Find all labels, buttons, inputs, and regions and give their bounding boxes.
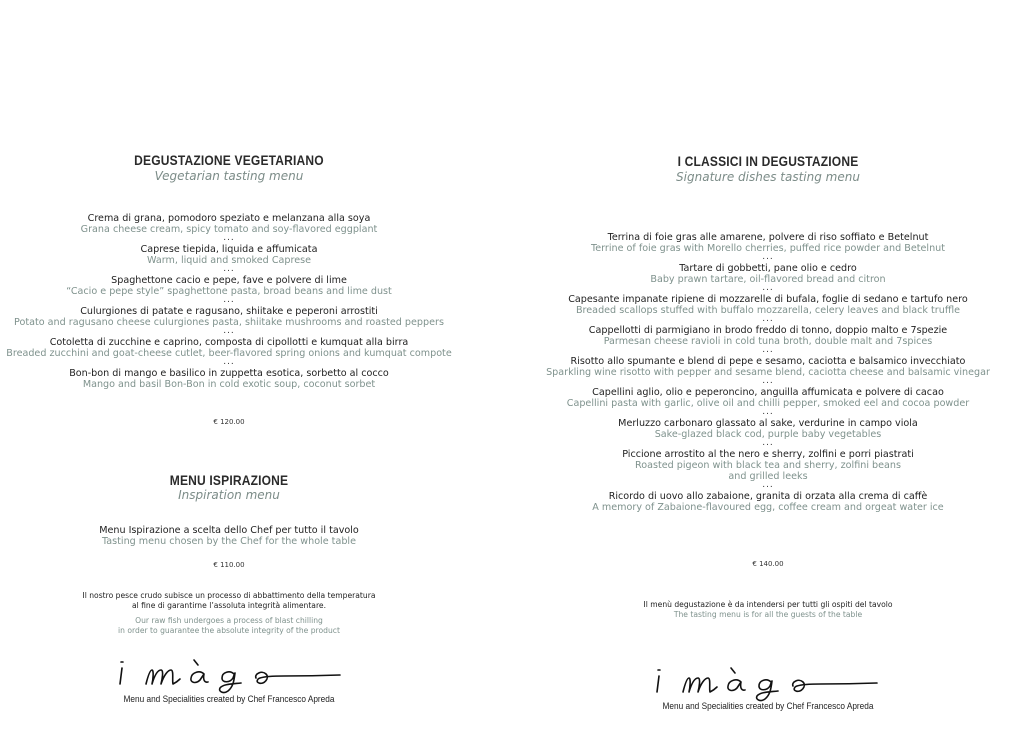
imago-logo xyxy=(653,662,879,702)
menu-item-english: Baby prawn tartare, oil-flavored bread and citron xyxy=(650,274,886,285)
menu-item-italian: Cappellotti di parmigiano in brodo freddo di tonno, doppio malto e 7spezie xyxy=(588,325,948,336)
note-english-line: Our raw fish undergoes a process of blast chilling xyxy=(135,616,323,626)
separator-dots: ... xyxy=(762,407,774,417)
menu-item xyxy=(512,294,1024,325)
separator-dots: ... xyxy=(762,314,774,324)
menu-item-english: Breaded scallops stuffed with buffalo mozzarella, celery leaves and black truffle xyxy=(575,305,961,316)
note-italian-line: al fine di garantirne l’assoluta integrità alimentare. xyxy=(131,600,327,610)
inspiration-menu-item xyxy=(0,525,458,547)
menu-item xyxy=(512,325,1024,356)
menu-item-italian: Risotto allo spumante e blend di pepe e sesamo, caciotta e balsamico invecchiato xyxy=(570,356,966,367)
menu-item xyxy=(0,368,458,390)
classics-menu-subtitle: Signature dishes tasting menu xyxy=(676,170,860,184)
note-italian-line: Il nostro pesce crudo subisce un processo di abbattimento della temperatura xyxy=(82,591,376,600)
chef-credit: Menu and Specialities created by Chef Francesco Apreda xyxy=(123,694,335,704)
classics-menu-price: € 140.00 xyxy=(752,560,784,568)
menu-item-english: Breaded zucchini and goat-cheese cutlet, beer-flavored spring onions and kumquat compote xyxy=(6,348,452,359)
menu-item-english: and grilled leeks xyxy=(728,471,808,482)
vegetarian-menu-title: DEGUSTAZIONE VEGETARIANO xyxy=(134,152,324,168)
right-menu-page xyxy=(512,0,1024,733)
classics-menu-title: I CLASSICI IN DEGUSTAZIONE xyxy=(677,153,859,169)
menu-item xyxy=(512,263,1024,294)
note-english-line: in order to guarantee the absolute integrity of the product xyxy=(118,625,340,635)
menu-item-english: Warm, liquid and smoked Caprese xyxy=(146,255,312,266)
menu-item-english: Sake-glazed black cod, purple baby vegetables xyxy=(654,429,882,440)
menu-item-italian: Caprese tiepida, liquida e affumicata xyxy=(140,244,318,255)
separator-dots: ... xyxy=(762,252,774,262)
separator-dots: ... xyxy=(762,376,774,386)
menu-item-italian: Terrina di foie gras alle amarene, polvere di riso soffiato e Betelnut xyxy=(607,232,929,243)
note-english-line: The tasting menu is for all the guests of the table xyxy=(673,609,863,619)
menu-item-english: Roasted pigeon with black tea and sherry, zolfini beans xyxy=(635,460,901,471)
inspiration-menu-subtitle: Inspiration menu xyxy=(178,488,280,502)
menu-item xyxy=(512,232,1024,263)
separator-dots: ... xyxy=(762,438,774,448)
tasting-menu-note xyxy=(512,600,1024,619)
raw-fish-note xyxy=(0,591,458,635)
menu-item-english: Tasting menu chosen by the Chef for the whole table xyxy=(102,536,356,547)
menu-item-italian: Merluzzo carbonaro glassato al sake, verdurine in campo viola xyxy=(618,418,918,429)
separator-dots: ... xyxy=(762,480,774,490)
menu-item xyxy=(0,275,458,306)
menu-item-italian: Bon-bon di mango e basilico in zuppetta esotica, sorbetto al cocco xyxy=(69,368,389,379)
separator-dots: ... xyxy=(223,295,235,305)
menu-item-english: A memory of Zabaione-flavoured egg, coffee cream and orgeat water ice xyxy=(592,502,944,513)
separator-dots: ... xyxy=(223,264,235,274)
menu-item-italian: Crema di grana, pomodoro speziato e melanzana alla soya xyxy=(87,213,371,224)
inspiration-menu-price: € 110.00 xyxy=(213,561,245,569)
menu-item-italian: Spaghettone cacio e pepe, fave e polvere di lime xyxy=(111,275,347,286)
vegetarian-menu-price: € 120.00 xyxy=(213,418,245,426)
separator-dots: ... xyxy=(762,283,774,293)
menu-item-italian: Piccione arrostito al the nero e sherry, zolfini e porri piastrati xyxy=(622,449,914,460)
menu-item-english: Grana cheese cream, spicy tomato and soy-flavored eggplant xyxy=(80,224,378,235)
menu-item xyxy=(0,213,458,244)
separator-dots: ... xyxy=(223,233,235,243)
menu-item xyxy=(0,306,458,337)
menu-item-italian: Capellini aglio, olio e peperoncino, anguilla affumicata e polvere di cacao xyxy=(592,387,944,398)
vegetarian-menu-items xyxy=(0,213,458,390)
menu-item-italian: Cotoletta di zucchine e caprino, composta di cipollotti e kumquat alla birra xyxy=(49,337,409,348)
separator-dots: ... xyxy=(762,345,774,355)
separator-dots: ... xyxy=(223,326,235,336)
menu-item-italian: Culurgiones di patate e ragusano, shiitake e peperoni arrostiti xyxy=(80,306,378,317)
menu-item-italian: Ricordo di uovo allo zabaione, granita di orzata alla crema di caffè xyxy=(608,491,928,502)
menu-item-english: “Cacio e pepe style” spaghettone pasta, broad beans and lime dust xyxy=(66,286,392,297)
menu-item xyxy=(512,449,1024,491)
chef-credit: Menu and Specialities created by Chef Francesco Apreda xyxy=(662,701,874,711)
menu-item-english: Capellini pasta with garlic, olive oil and chilli pepper, smoked eel and cocoa powder xyxy=(566,398,970,409)
classics-menu-items xyxy=(512,232,1024,513)
menu-item xyxy=(0,337,458,368)
menu-item xyxy=(512,418,1024,449)
menu-item-italian: Menu Ispirazione a scelta dello Chef per tutto il tavolo xyxy=(99,525,359,536)
left-menu-page xyxy=(0,0,458,733)
menu-item xyxy=(512,356,1024,387)
menu-item xyxy=(512,387,1024,418)
note-italian-line: Il menù degustazione è da intendersi per tutti gli ospiti del tavolo xyxy=(643,600,893,609)
menu-item-english: Mango and basil Bon-Bon in cold exotic soup, coconut sorbet xyxy=(82,379,376,390)
inspiration-menu-title: MENU ISPIRAZIONE xyxy=(169,472,289,488)
menu-item-italian: Tartare di gobbetti, pane olio e cedro xyxy=(679,263,857,274)
menu-item-english: Potato and ragusano cheese culurgiones pasta, shiitake mushrooms and roasted peppers xyxy=(14,317,444,328)
imago-logo xyxy=(116,654,342,694)
vegetarian-menu-subtitle: Vegetarian tasting menu xyxy=(154,169,304,183)
menu-item-english: Parmesan cheese ravioli in cold tuna broth, double malt and 7spices xyxy=(603,336,933,347)
menu-item-english: Terrine of foie gras with Morello cherries, puffed rice powder and Betelnut xyxy=(590,243,946,254)
menu-item xyxy=(512,491,1024,513)
menu-item xyxy=(0,244,458,275)
separator-dots: ... xyxy=(223,357,235,367)
menu-item-english: Sparkling wine risotto with pepper and sesame blend, caciotta cheese and balsamic vinegar xyxy=(546,367,990,378)
menu-item-italian: Capesante impanate ripiene di mozzarelle di bufala, foglie di sedano e tartufo nero xyxy=(568,294,968,305)
